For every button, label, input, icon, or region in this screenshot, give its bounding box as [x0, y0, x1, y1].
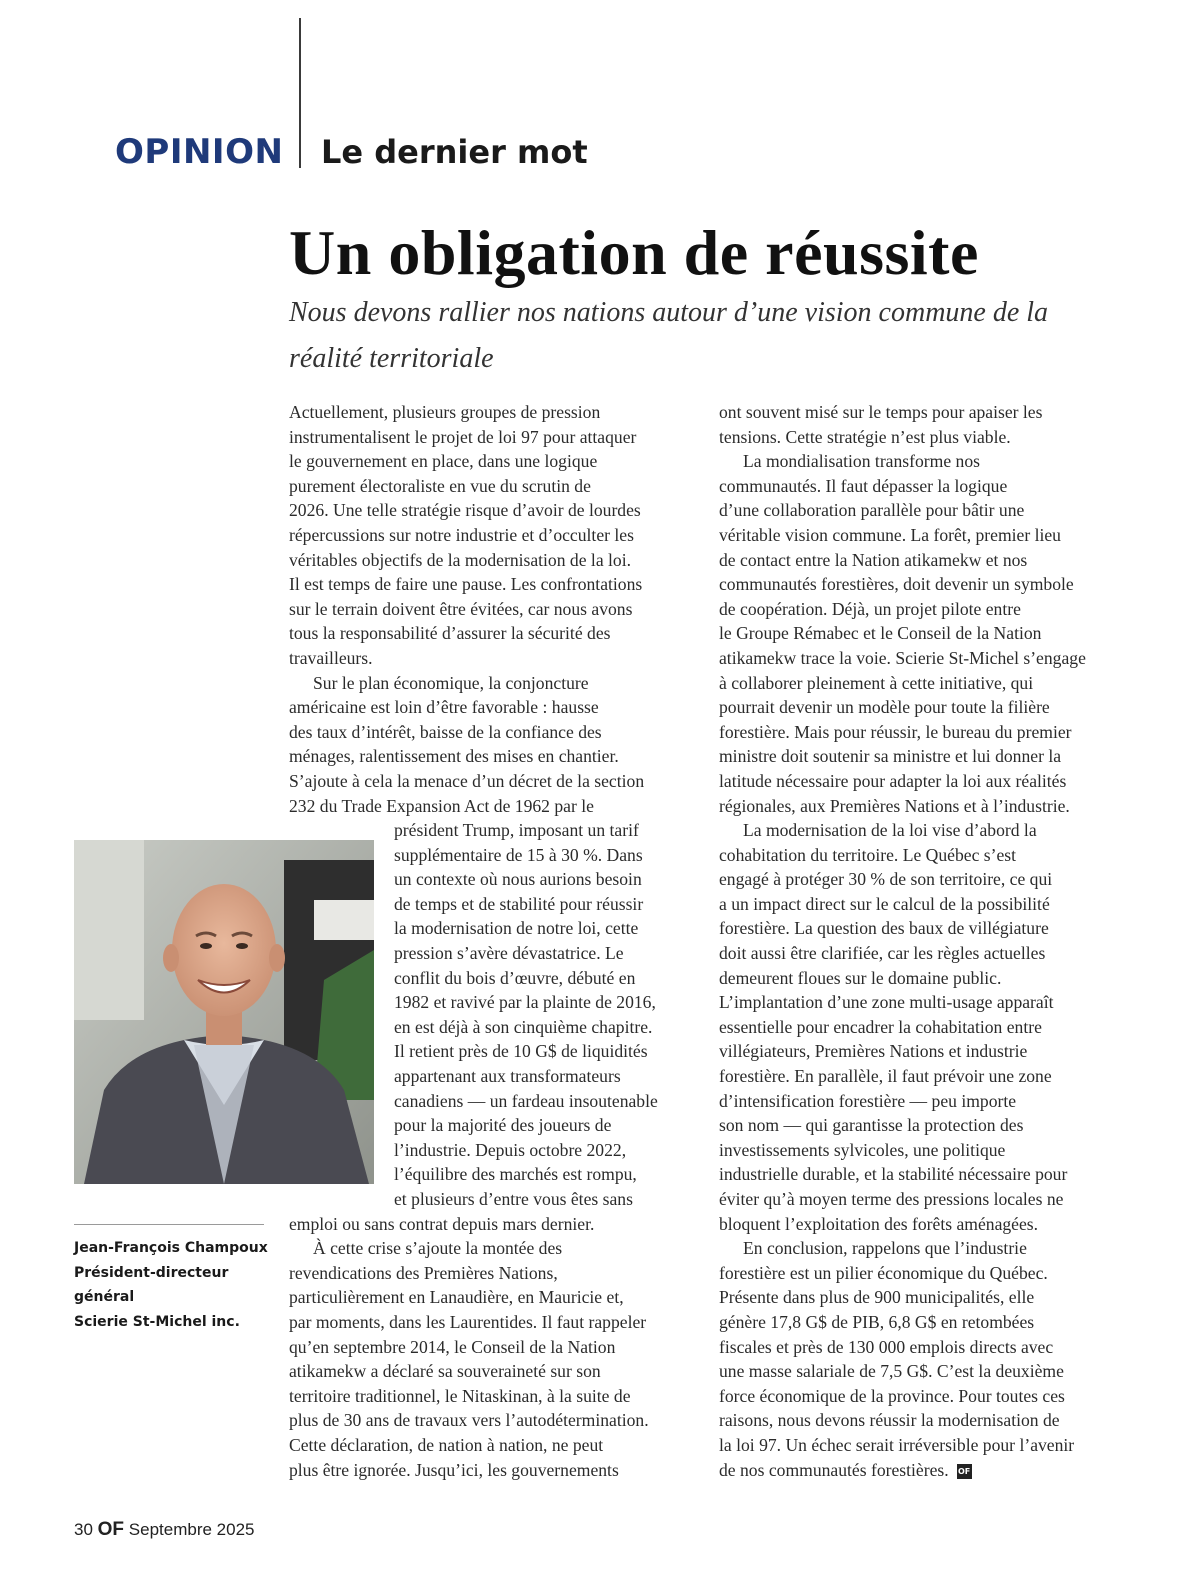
article-line: éviter qu’à moyen terme des pressions locales ne [719, 1189, 1064, 1209]
article-line: travailleurs. [289, 647, 373, 668]
article-line: en est déjà à son cinquième chapitre. [394, 1016, 653, 1037]
article-line: investissements sylvicoles, une politique [719, 1139, 1006, 1160]
page-number: 30 [74, 1520, 93, 1539]
column-name: Le dernier mot [321, 133, 588, 171]
article-line: son nom — qui garantisse la protection des [719, 1115, 1024, 1136]
article-line: a un impact direct sur le calcul de la possibilité [719, 893, 1050, 914]
article-line: l’industrie. Depuis octobre 2022, [394, 1139, 627, 1160]
article-line: atikamekw a déclaré sa souveraineté sur son [289, 1361, 601, 1382]
article-line: 1982 et ravivé par la plainte de 2016, [394, 992, 656, 1013]
issue-date: Septembre 2025 [128, 1520, 255, 1539]
article-line: supplémentaire de 15 à 30 %. Dans [394, 844, 643, 865]
article-line: plus être ignorée. Jusqu’ici, les gouvernements [289, 1459, 619, 1480]
article-line: forestière. Mais pour réussir, le bureau du premier [719, 721, 1072, 742]
article-line: communautés. Il faut dépasser la logique [719, 475, 1008, 496]
article-line: S’ajoute à cela la menace d’un décret de la section [289, 770, 645, 791]
article-line: plus de 30 ans de travaux vers l’autodétermination. [289, 1410, 649, 1431]
article-line: d’une collaboration parallèle pour bâtir une [719, 500, 1025, 521]
deck-line: Nous devons rallier nos nations autour d’une vision commune de la [289, 297, 1049, 328]
article-line: américaine est loin d’être favorable : hausse [289, 697, 599, 718]
article-line: d’intensification forestière — peu importe [719, 1090, 1017, 1111]
article-line: demeurent floues sur le domaine public. [719, 967, 1002, 988]
caption-divider [74, 1224, 264, 1225]
article-column-right [719, 400, 1129, 1482]
article-line: villégiateurs, Premières Nations et industrie [719, 1041, 1028, 1062]
article-line: par moments, dans les Laurentides. Il faut rappeler [289, 1311, 647, 1332]
article-line: une masse salariale de 7,5 G$. C’est la deuxième [719, 1361, 1064, 1382]
article-line: Sur le plan économique, la conjoncture [313, 672, 589, 693]
article-line: bloquent l’exploitation des forêts aménagées. [719, 1213, 1039, 1234]
section-label: OPINION [115, 132, 284, 172]
article-line: et plusieurs d’entre vous êtes sans [394, 1189, 633, 1209]
article-line: instrumentalisent le projet de loi 97 pour attaquer [289, 426, 637, 447]
article-line: forestière. La question des baux de villégiature [719, 918, 1049, 939]
article-line: des taux d’intérêt, baisse de la confiance des [289, 721, 602, 742]
end-of-article-icon: OF [957, 1464, 972, 1479]
article-line: cohabitation du territoire. Le Québec s’est [719, 844, 1017, 865]
header-divider [299, 18, 301, 168]
article-line: industrielle durable, et la stabilité nécessaire pour [719, 1164, 1068, 1185]
article-line: purement électoraliste en vue du scrutin de [289, 475, 591, 496]
article-line: qu’en septembre 2014, le Conseil de la Nation [289, 1336, 616, 1357]
article-line: raisons, nous devons réussir la modernisation de [719, 1410, 1060, 1431]
article-line: À cette crise s’ajoute la montée des [313, 1238, 563, 1259]
article-line: territoire traditionnel, le Nitaskinan, à la suite de [289, 1385, 631, 1406]
article-line: la loi 97. Un échec serait irréversible pour l’avenir [719, 1434, 1075, 1455]
article-line: L’implantation d’une zone multi-usage apparaît [719, 992, 1054, 1013]
article-line: conflit du bois d’œuvre, débuté en [394, 967, 636, 988]
article-line: forestière est un pilier économique du Québec. [719, 1262, 1048, 1283]
article-line: véritables objectifs de la modernisation de la loi. [289, 549, 631, 570]
article-line: essentielle pour encadrer la cohabitation entre [719, 1016, 1042, 1037]
article-line: Il est temps de faire une pause. Les confrontations [289, 574, 643, 595]
author-company: Scierie St-Michel inc. [74, 1313, 240, 1330]
author-title-cont: général [74, 1289, 135, 1306]
article-line: pression s’avère dévastatrice. Le [394, 943, 624, 964]
article-line: de nos communautés forestières. OF [719, 1459, 971, 1480]
article-line: l’équilibre des marchés est rompu, [394, 1164, 637, 1185]
article-line: ménages, ralentissement des mises en chantier. [289, 746, 619, 767]
article-line: particulièrement en Lanaudière, en Mauricie et, [289, 1287, 624, 1308]
article-line: atikamekw trace la voie. Scierie St-Michel s’engage [719, 647, 1086, 668]
article-deck [289, 290, 1109, 382]
article-line: tous la responsabilité d’assurer la sécurité des [289, 623, 611, 644]
author-photo [74, 840, 374, 1184]
article-line: communautés forestières, doit devenir un symbole [719, 574, 1074, 595]
article-line: La mondialisation transforme nos [743, 451, 980, 472]
author-name: Jean-François Champoux [74, 1240, 268, 1256]
article-line: régionales, aux Premières Nations et à l’industrie. [719, 795, 1070, 816]
article-line: le gouvernement en place, dans une logique [289, 451, 598, 472]
article-line: ont souvent misé sur le temps pour apaiser les [719, 402, 1043, 422]
article-line: revendications des Premières Nations, [289, 1262, 558, 1283]
article-line: engagé à protéger 30 % de son territoire, ce qui [719, 869, 1053, 890]
article-line: forestière. En parallèle, il faut prévoir une zone [719, 1066, 1052, 1087]
article-line: fiscales et près de 130 000 emplois directs avec [719, 1336, 1054, 1357]
article-line: la modernisation de notre loi, cette [394, 918, 639, 939]
article-line: tensions. Cette stratégie n’est plus viable. [719, 426, 1011, 447]
article-line: Présente dans plus de 900 municipalités, elle [719, 1287, 1035, 1308]
article-line: à collaborer pleinement à cette initiative, qui [719, 672, 1034, 693]
article-line: de contact entre la Nation atikamekw et nos [719, 549, 1028, 570]
article-line: véritable vision commune. La forêt, premier lieu [719, 524, 1061, 545]
article-line: ministre doit soutenir sa ministre et lui donner la [719, 746, 1062, 767]
article-line: En conclusion, rappelons que l’industrie [743, 1238, 1027, 1259]
page-footer [74, 1518, 254, 1542]
author-title: Président-directeur [74, 1264, 229, 1281]
author-caption [74, 1236, 274, 1334]
article-line: 232 du Trade Expansion Act de 1962 par le [289, 795, 594, 816]
article-line: Actuellement, plusieurs groupes de pression [289, 402, 601, 422]
article-line: canadiens — un fardeau insoutenable [394, 1090, 658, 1111]
article-line: un contexte où nous aurions besoin [394, 869, 642, 890]
article-line: le Groupe Rémabec et le Conseil de la Nation [719, 623, 1042, 644]
article-line: doit aussi être clarifiée, car les règles actuelles [719, 943, 1046, 964]
article-line: 2026. Une telle stratégie risque d’avoir de lourdes [289, 500, 641, 521]
deck-line: réalité territoriale [289, 343, 494, 374]
article-line: sur le terrain doivent être évitées, car nous avons [289, 598, 633, 619]
article-line: latitude nécessaire pour adapter la loi aux réalités [719, 770, 1067, 791]
article-title: Un obligation de réussite [289, 217, 979, 288]
article-line: Il retient près de 10 G$ de liquidités [394, 1041, 648, 1062]
article-line: appartenant aux transformateurs [394, 1066, 621, 1087]
article-line: La modernisation de la loi vise d’abord la [743, 820, 1037, 841]
article-line: génère 17,8 G$ de PIB, 6,8 G$ en retombées [719, 1311, 1035, 1332]
article-line: de coopération. Déjà, un projet pilote entre [719, 598, 1021, 619]
article-line: répercussions sur notre industrie et d’occulter les [289, 524, 634, 545]
article-line: président Trump, imposant un tarif [394, 820, 639, 841]
article-line: de temps et de stabilité pour réussir [394, 893, 644, 914]
article-line: pour la majorité des joueurs de [394, 1115, 612, 1136]
article-line: force économique de la province. Pour toutes ces [719, 1385, 1065, 1406]
article-line: Cette déclaration, de nation à nation, ne peut [289, 1434, 604, 1455]
article-line: emploi ou sans contrat depuis mars dernier. [289, 1213, 595, 1234]
article-line: pourrait devenir un modèle pour toute la filière [719, 697, 1050, 718]
magazine-logo: OF [97, 1519, 125, 1540]
